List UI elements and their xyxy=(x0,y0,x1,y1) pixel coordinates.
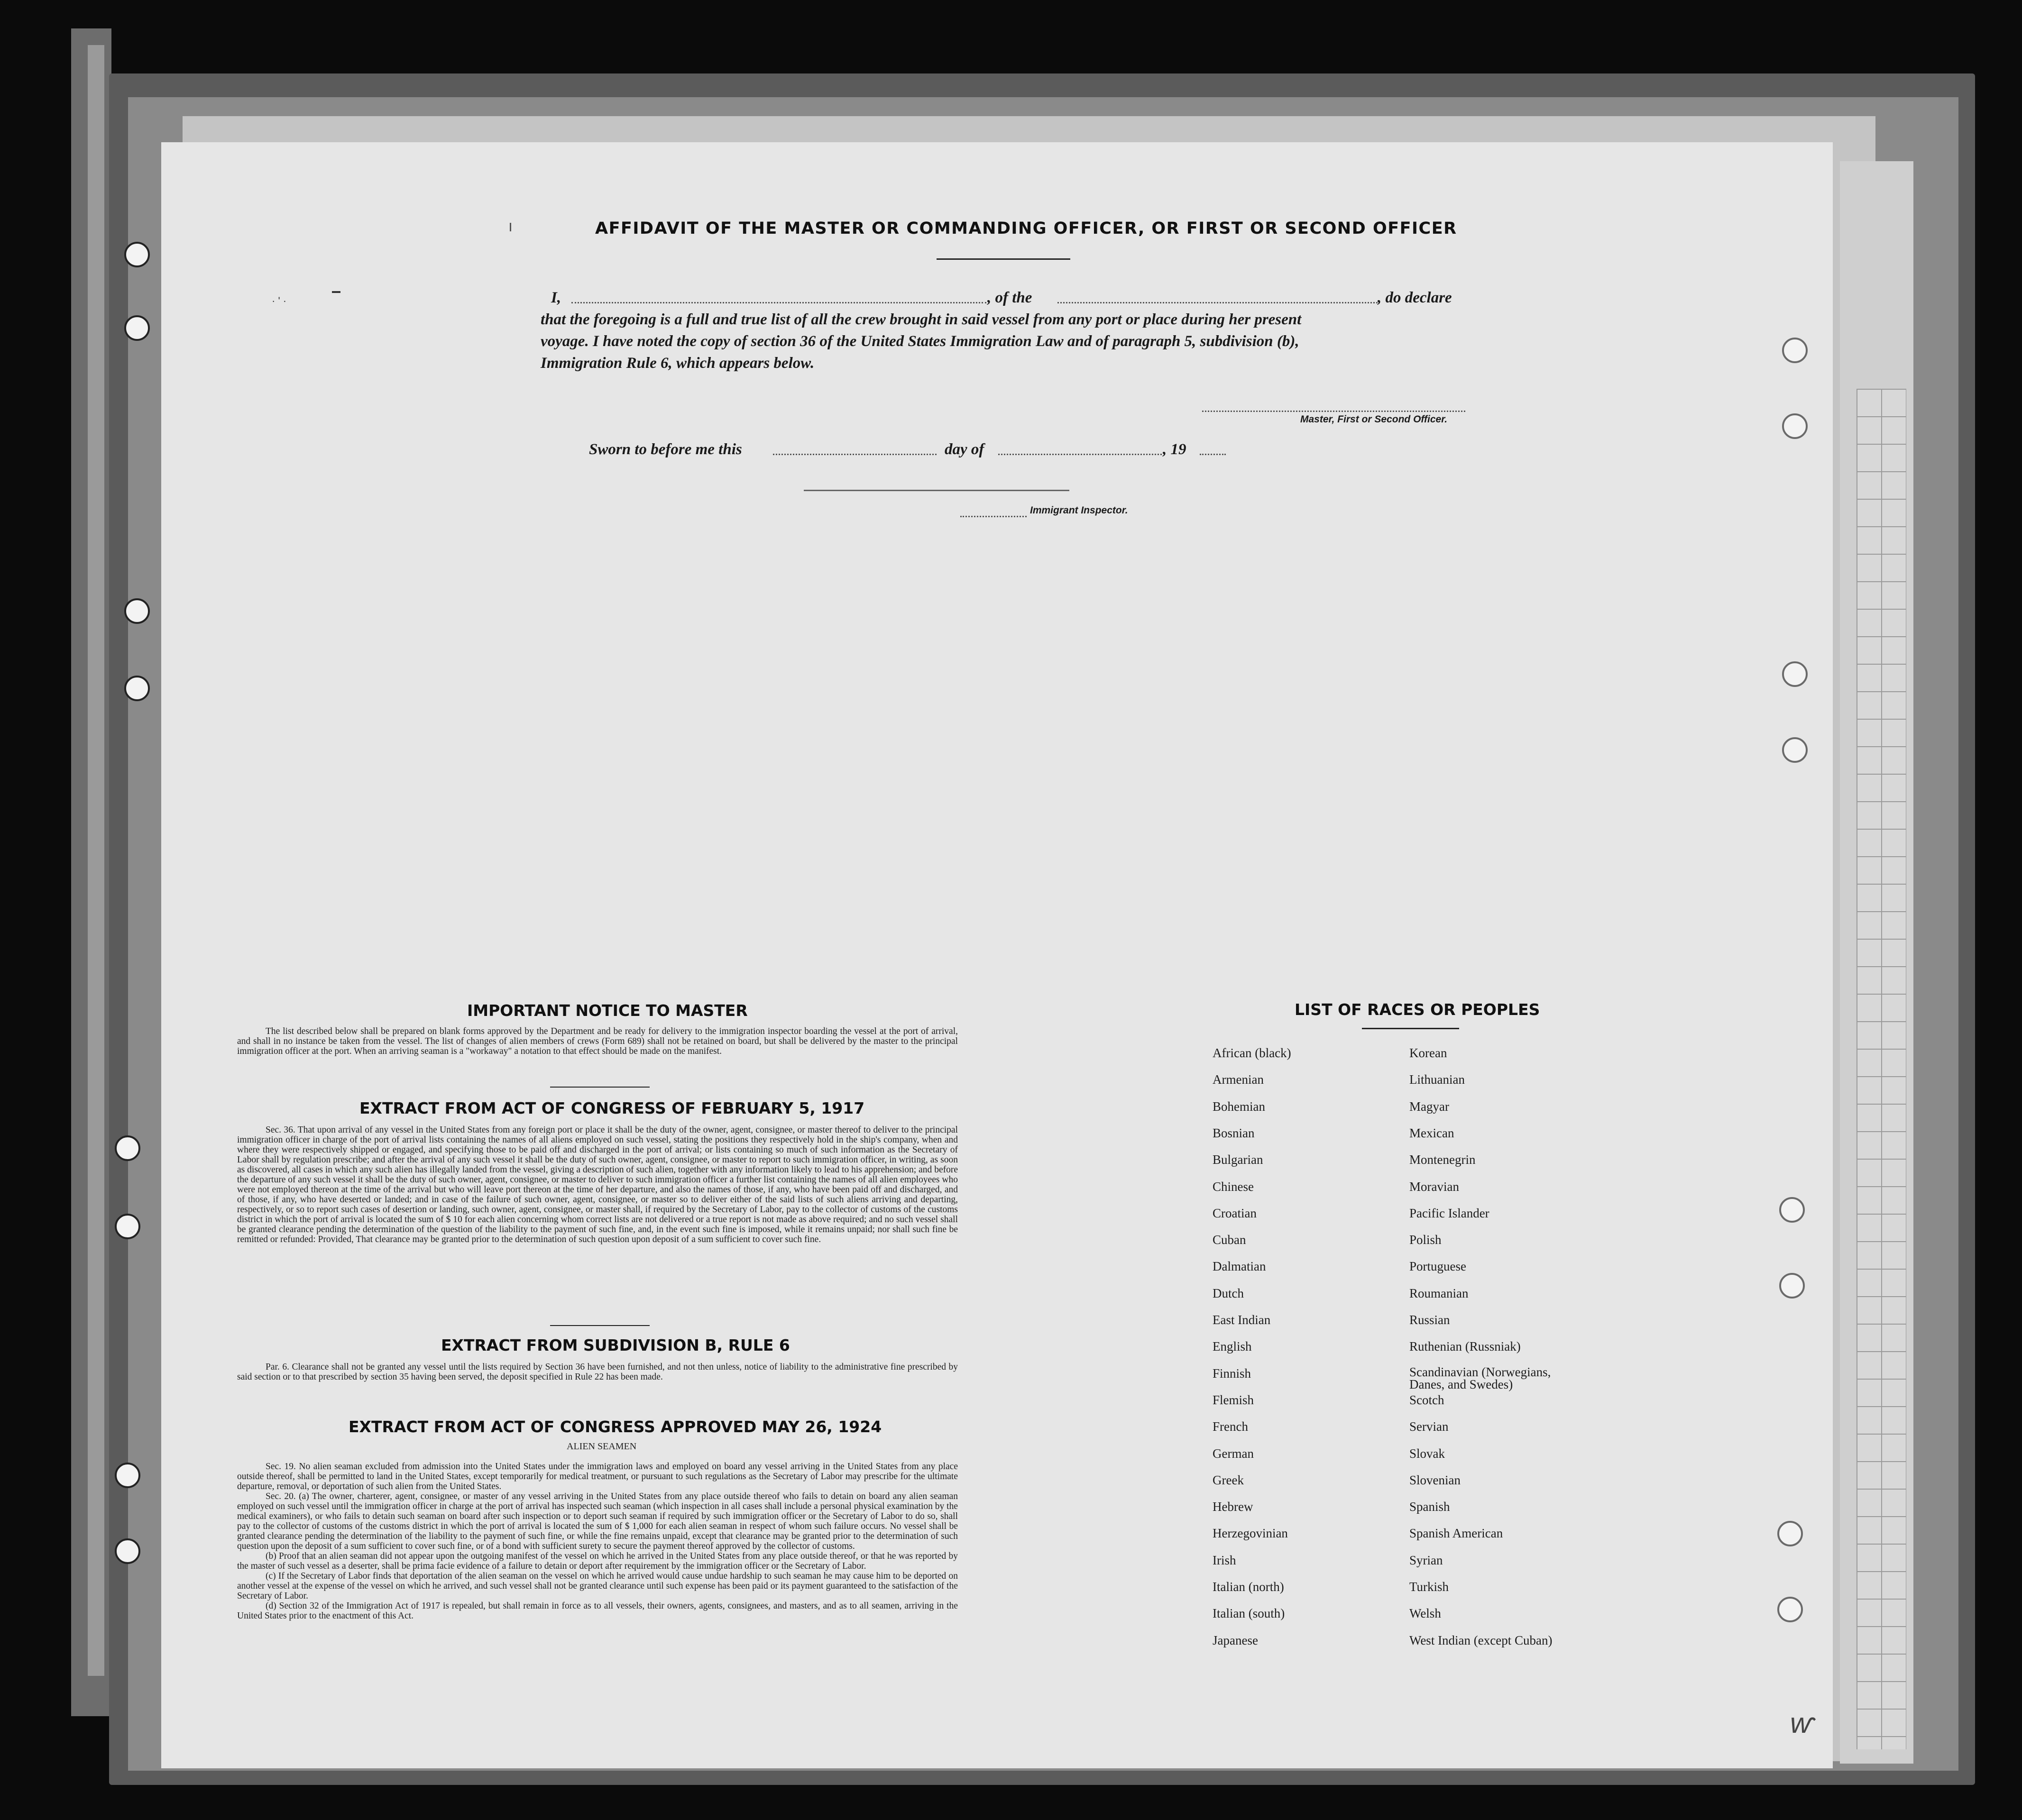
binder-hole xyxy=(115,1538,140,1564)
binder-hole xyxy=(1782,737,1808,763)
inspector-caption: Immigrant Inspector. xyxy=(1030,505,1128,516)
affidavit-i-label: I, xyxy=(551,289,561,306)
race-item: West Indian (except Cuban) xyxy=(1409,1633,1553,1647)
race-item: Slovenian xyxy=(1409,1473,1461,1487)
race-item: Scotch xyxy=(1409,1393,1444,1407)
race-item: Korean xyxy=(1409,1046,1447,1060)
stray-mark xyxy=(510,223,511,231)
race-item: Welsh xyxy=(1409,1606,1441,1620)
binder-hole xyxy=(1779,1273,1805,1299)
binder-hole xyxy=(1779,1197,1805,1223)
race-item: Bulgarian xyxy=(1213,1152,1263,1167)
extract-1917-body xyxy=(237,1125,958,1244)
officer-signature-field[interactable] xyxy=(1202,411,1465,412)
race-item: Italian (south) xyxy=(1213,1606,1285,1620)
sworn-year-field[interactable] xyxy=(1200,454,1226,455)
sworn-day-field[interactable] xyxy=(773,454,937,455)
affidavit-line-2: that the foregoing is a full and true list of all the crew brought in said vessel from any port or place during her present xyxy=(541,311,1302,328)
race-item: Irish xyxy=(1213,1553,1236,1567)
race-item: Slovak xyxy=(1409,1446,1445,1461)
race-item: Montenegrin xyxy=(1409,1152,1476,1167)
binder-hole xyxy=(1777,1521,1803,1546)
affidavit-of-label: , of the xyxy=(987,289,1032,306)
race-item: Spanish xyxy=(1409,1500,1450,1514)
race-item: German xyxy=(1213,1446,1254,1461)
race-item: East Indian xyxy=(1213,1313,1271,1327)
race-item: Japanese xyxy=(1213,1633,1258,1647)
sworn-year-label: , 19 xyxy=(1163,441,1186,458)
race-item: English xyxy=(1213,1339,1252,1354)
binder-hole xyxy=(1782,413,1808,439)
race-item: Hebrew xyxy=(1213,1500,1253,1514)
sec-19-paragraph: Sec. 19. No alien seaman excluded from admission into the United States under the immigration laws and employed on board any vessel arriving in the United States from any place outside thereof, shall be permitted to land in the United States, except temporarily for medical treatment, or pursuant to such regulations as the Secretary of Labor may prescribe for the ultimate departure, removal, or deportation of such alien from the United States. xyxy=(237,1462,958,1491)
race-item: Herzegovinian xyxy=(1213,1526,1288,1540)
sec-20a-paragraph: Sec. 20. (a) The owner, charterer, agent, consignee, or master of any vessel arriving in the United States from any place outside thereof who fails to detain on board any alien seaman employed on such vessel until the immigration officer in charge at the port of arrival has inspected such seaman (which inspection in all cases shall include a personal physical examination by the medical examiners), or who fails to detain such seaman on board after such inspection or to deport such seaman if required by such immigration officer or the Secretary of Labor to do so, shall pay to the collector of customs of the customs district in which the port of arrival is located the sum of $ 1,000 for each alien seaman in respect of whom such failure occurs. No vessel shall be granted clearance pending the determination of the liability to the payment of such fine, or while the fine remains unpaid, except that clearance may be granted prior to the determination of such question upon the deposit of a sum sufficient to cover such fine, or of a bond with sufficient surety to secure the payment thereof approved by the collector of customs. xyxy=(237,1491,958,1551)
race-item: Turkish xyxy=(1409,1580,1449,1594)
binder-hole xyxy=(115,1135,140,1161)
notice-paragraph: The list described below shall be prepared on blank forms approved by the Department and be ready for delivery to the immigration inspector boarding the vessel at the port of arrival, and shall in no instance be taken from the vessel. The list of changes of alien members of crews (Form 689) shall not be retained on board, but shall be delivered by the master to the principal immigration officer at the port. When an arriving seaman is a "workaway" a notation to that effect should be made on the manifest. xyxy=(237,1026,958,1056)
race-item: Cuban xyxy=(1213,1233,1246,1247)
race-item: Ruthenian (Russniak) xyxy=(1409,1339,1521,1354)
binder-hole xyxy=(1777,1597,1803,1622)
race-item: Chinese xyxy=(1213,1180,1254,1194)
extract-1924-subtitle: ALIEN SEAMEN xyxy=(567,1441,637,1452)
affidavit-line-4: Immigration Rule 6, which appears below. xyxy=(541,355,815,372)
race-item: Roumanian xyxy=(1409,1286,1469,1300)
race-item: French xyxy=(1213,1419,1248,1434)
race-item: Pacific Islander xyxy=(1409,1206,1489,1220)
race-item: Armenian xyxy=(1213,1072,1264,1087)
extract-1924-body xyxy=(237,1462,958,1621)
extract-1917-paragraph: Sec. 36. That upon arrival of any vessel in the United States from any foreign port or place it shall be the duty of the owner, agent, consignee, or master thereof to deliver to the principal immigration officer in charge of the port of arrival lists containing the names of all aliens employed on such vessel, stating the positions they respectively hold in the ship's company, when and where they were respectively shipped or engaged, and specifying those to be paid off and discharged in the port of arrival; or lists containing so much of such information as the Secretary of Labor shall by regulation prescribe; and after the arrival of any such vessel it shall be the duty of such owner, agent, consignee, or master to report to such immigration officer, in writing, as soon as discovered, all cases in which any such alien has illegally landed from the vessel, giving a description of such alien, together with any information likely to lead to his apprehension; and before the departure of any such vessel it shall be the duty of such owner, agent, consignee, or master to deliver to such immigration officer a further list containing the names of all alien employees who were not employed thereon at the time of the arrival but who will leave port thereon at the time of her departure, and also the names of those, if any, who have been paid off and discharged, and of those, if any, who have deserted or landed; and in case of the failure of such owner, agent, consignee, or master so to deliver either of the said lists of such aliens arriving and departing, respectively, or so to report such cases of desertion or landing, such owner, agent, consignee, or master shall, if required by the Secretary of Labor, pay to the collector of customs of the customs district in which the port of arrival is located the sum of $ 10 for each alien concerning whom correct lists are not delivered or a true report is not made as above required; and no such vessel shall be granted clearance pending the determination of the question of the liability to the payment of such fine, and, in the event such fine is imposed, while it remains unpaid; nor shall such fine be remitted or refunded: Provided, That clearance may be granted prior to the determination of such question upon deposit of a sum sufficient to cover such fine. xyxy=(237,1125,958,1244)
extract-1924-title: EXTRACT FROM ACT OF CONGRESS APPROVED MAY 26, 1924 xyxy=(349,1418,882,1436)
binder-hole xyxy=(115,1463,140,1488)
affidavit-declare-label: , do declare xyxy=(1378,289,1452,306)
sec-20c-paragraph: (c) If the Secretary of Labor finds that deportation of the alien seaman on the vessel on which he arrived would cause undue hardship to such seaman he may cause him to be deported on another vessel at the expense of the vessel on which he arrived, and such vessel shall not be granted clearance until such expense has been paid or its payment guaranteed to the satisfaction of the Secretary of Labor. xyxy=(237,1571,958,1601)
extract-1917-title: EXTRACT FROM ACT OF CONGRESS OF FEBRUARY 5, 1917 xyxy=(359,1099,865,1117)
race-item: Bosnian xyxy=(1213,1126,1255,1140)
sec-20d-paragraph: (d) Section 32 of the Immigration Act of 1917 is repealed, but shall remain in force as to all vessels, their owners, agents, consignees, and masters, and as to all seamen, arriving in the United States prior to the enactment of this Act. xyxy=(237,1601,958,1621)
sec-20b-paragraph: (b) Proof that an alien seaman did not appear upon the outgoing manifest of the vessel on which he arrived in the United States from any place outside thereof, or that he was reported by the master of such vessel as a deserter, shall be prima facie evidence of a failure to detain or deport after requirement by the immigration officer or the Secretary of Labor. xyxy=(237,1551,958,1571)
stray-mark xyxy=(332,291,340,293)
race-item: Scandinavian (Norwegians, Danes, and Swedes) xyxy=(1409,1365,1551,1391)
binder-hole xyxy=(124,598,150,624)
subdivision-b-paragraph: Par. 6. Clearance shall not be granted any vessel until the lists required by Section 36 have been furnished, and not then unless, notice of liability to the administrative fine prescribed by said section or to that prescribed by section 35 having been served, the deposit specified in Rule 22 has been made. xyxy=(237,1362,958,1382)
binder-hole xyxy=(1782,338,1808,363)
binder-hole xyxy=(124,242,150,267)
race-item: Flemish xyxy=(1213,1393,1254,1407)
affidavit-line-3: voyage. I have noted the copy of section 36 of the United States Immigration Law and of paragraph 5, subdivision (b), xyxy=(541,333,1299,350)
sworn-day-label: day of xyxy=(945,441,984,458)
race-item: Bohemian xyxy=(1213,1099,1265,1114)
section-rule xyxy=(550,1087,650,1088)
race-item: Mexican xyxy=(1409,1126,1454,1140)
affidavit-title: AFFIDAVIT OF THE MASTER OR COMMANDING OFFICER, OR FIRST OR SECOND OFFICER xyxy=(595,219,1457,238)
race-item: Lithuanian xyxy=(1409,1072,1465,1087)
subdivision-b-body xyxy=(237,1362,958,1382)
inspector-name-field[interactable] xyxy=(960,516,1027,517)
notice-title: IMPORTANT NOTICE TO MASTER xyxy=(467,1001,748,1020)
scan-edge-left-inner xyxy=(88,45,104,1676)
binder-hole xyxy=(124,315,150,341)
handwritten-mark: ⱳ xyxy=(1790,1707,1814,1739)
declarant-name-field[interactable] xyxy=(571,302,986,303)
race-item: Servian xyxy=(1409,1419,1449,1434)
race-item: Dalmatian xyxy=(1213,1259,1266,1273)
race-item: Polish xyxy=(1409,1233,1442,1247)
section-rule xyxy=(550,1325,650,1326)
races-title-rule xyxy=(1362,1028,1459,1029)
race-item: Syrian xyxy=(1409,1553,1443,1567)
subdivision-b-title: EXTRACT FROM SUBDIVISION B, RULE 6 xyxy=(441,1336,790,1354)
race-item: Russian xyxy=(1409,1313,1450,1327)
inspector-signature-field[interactable] xyxy=(804,490,1069,491)
binder-hole xyxy=(124,676,150,701)
race-item: Dutch xyxy=(1213,1286,1244,1300)
race-item: Italian (north) xyxy=(1213,1580,1284,1594)
race-item: Croatian xyxy=(1213,1206,1257,1220)
race-item: Spanish American xyxy=(1409,1526,1503,1540)
race-item: Moravian xyxy=(1409,1180,1459,1194)
race-item: Portuguese xyxy=(1409,1259,1466,1273)
race-item: African (black) xyxy=(1213,1046,1291,1060)
sworn-month-field[interactable] xyxy=(998,454,1162,455)
vessel-name-field[interactable] xyxy=(1057,302,1378,303)
binder-hole xyxy=(1782,661,1808,687)
underlying-grid-page xyxy=(1857,389,1906,1749)
binder-hole xyxy=(115,1214,140,1239)
race-item: Greek xyxy=(1213,1473,1244,1487)
sworn-prefix: Sworn to before me this xyxy=(589,441,742,458)
races-title: LIST OF RACES OR PEOPLES xyxy=(1295,1000,1540,1019)
race-item: Magyar xyxy=(1409,1099,1449,1114)
race-item: Finnish xyxy=(1213,1366,1251,1381)
signature-caption: Master, First or Second Officer. xyxy=(1300,414,1448,425)
notice-body xyxy=(237,1026,958,1056)
title-rule xyxy=(937,258,1070,260)
stray-mark: · ' · xyxy=(272,295,287,307)
